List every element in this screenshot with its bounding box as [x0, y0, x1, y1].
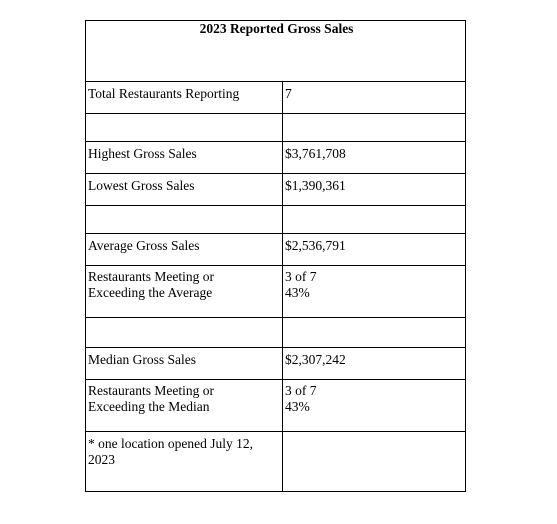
meeting-average-label-line2: Exceeding the Average [88, 285, 213, 300]
lowest-sales-label: Lowest Gross Sales [86, 174, 283, 206]
gross-sales-table [85, 20, 466, 492]
highest-sales-label: Highest Gross Sales [86, 142, 283, 174]
table-row [86, 266, 466, 318]
footnote-line1: * one location opened July 12, [88, 436, 253, 451]
total-reporting-label: Total Restaurants Reporting [86, 82, 283, 114]
table-title: 2023 Reported Gross Sales [86, 21, 466, 82]
meeting-median-percent: 43% [285, 399, 310, 414]
meeting-median-label-line2: Exceeding the Median [88, 399, 210, 414]
footnote-line2: 2023 [88, 452, 115, 467]
meeting-median-label [86, 380, 283, 432]
footnote-row [86, 432, 466, 492]
meeting-average-value [283, 266, 466, 318]
table-row [86, 82, 466, 114]
meeting-average-percent: 43% [285, 285, 310, 300]
table-row [86, 234, 466, 266]
meeting-average-label [86, 266, 283, 318]
lowest-sales-value: $1,390,361 [283, 174, 466, 206]
blank-row [86, 318, 466, 348]
title-row [86, 21, 466, 82]
average-sales-label: Average Gross Sales [86, 234, 283, 266]
meeting-median-count: 3 of 7 [285, 383, 317, 398]
table-row [86, 380, 466, 432]
meeting-median-value [283, 380, 466, 432]
blank-row [86, 206, 466, 234]
median-sales-value: $2,307,242 [283, 348, 466, 380]
average-sales-value: $2,536,791 [283, 234, 466, 266]
blank-row [86, 114, 466, 142]
meeting-median-label-line1: Restaurants Meeting or [88, 383, 214, 398]
meeting-average-count: 3 of 7 [285, 269, 317, 284]
table-row [86, 174, 466, 206]
meeting-average-label-line1: Restaurants Meeting or [88, 269, 214, 284]
median-sales-label: Median Gross Sales [86, 348, 283, 380]
table-row [86, 142, 466, 174]
highest-sales-value: $3,761,708 [283, 142, 466, 174]
total-reporting-value: 7 [283, 82, 466, 114]
table-row [86, 348, 466, 380]
footnote [86, 432, 283, 492]
